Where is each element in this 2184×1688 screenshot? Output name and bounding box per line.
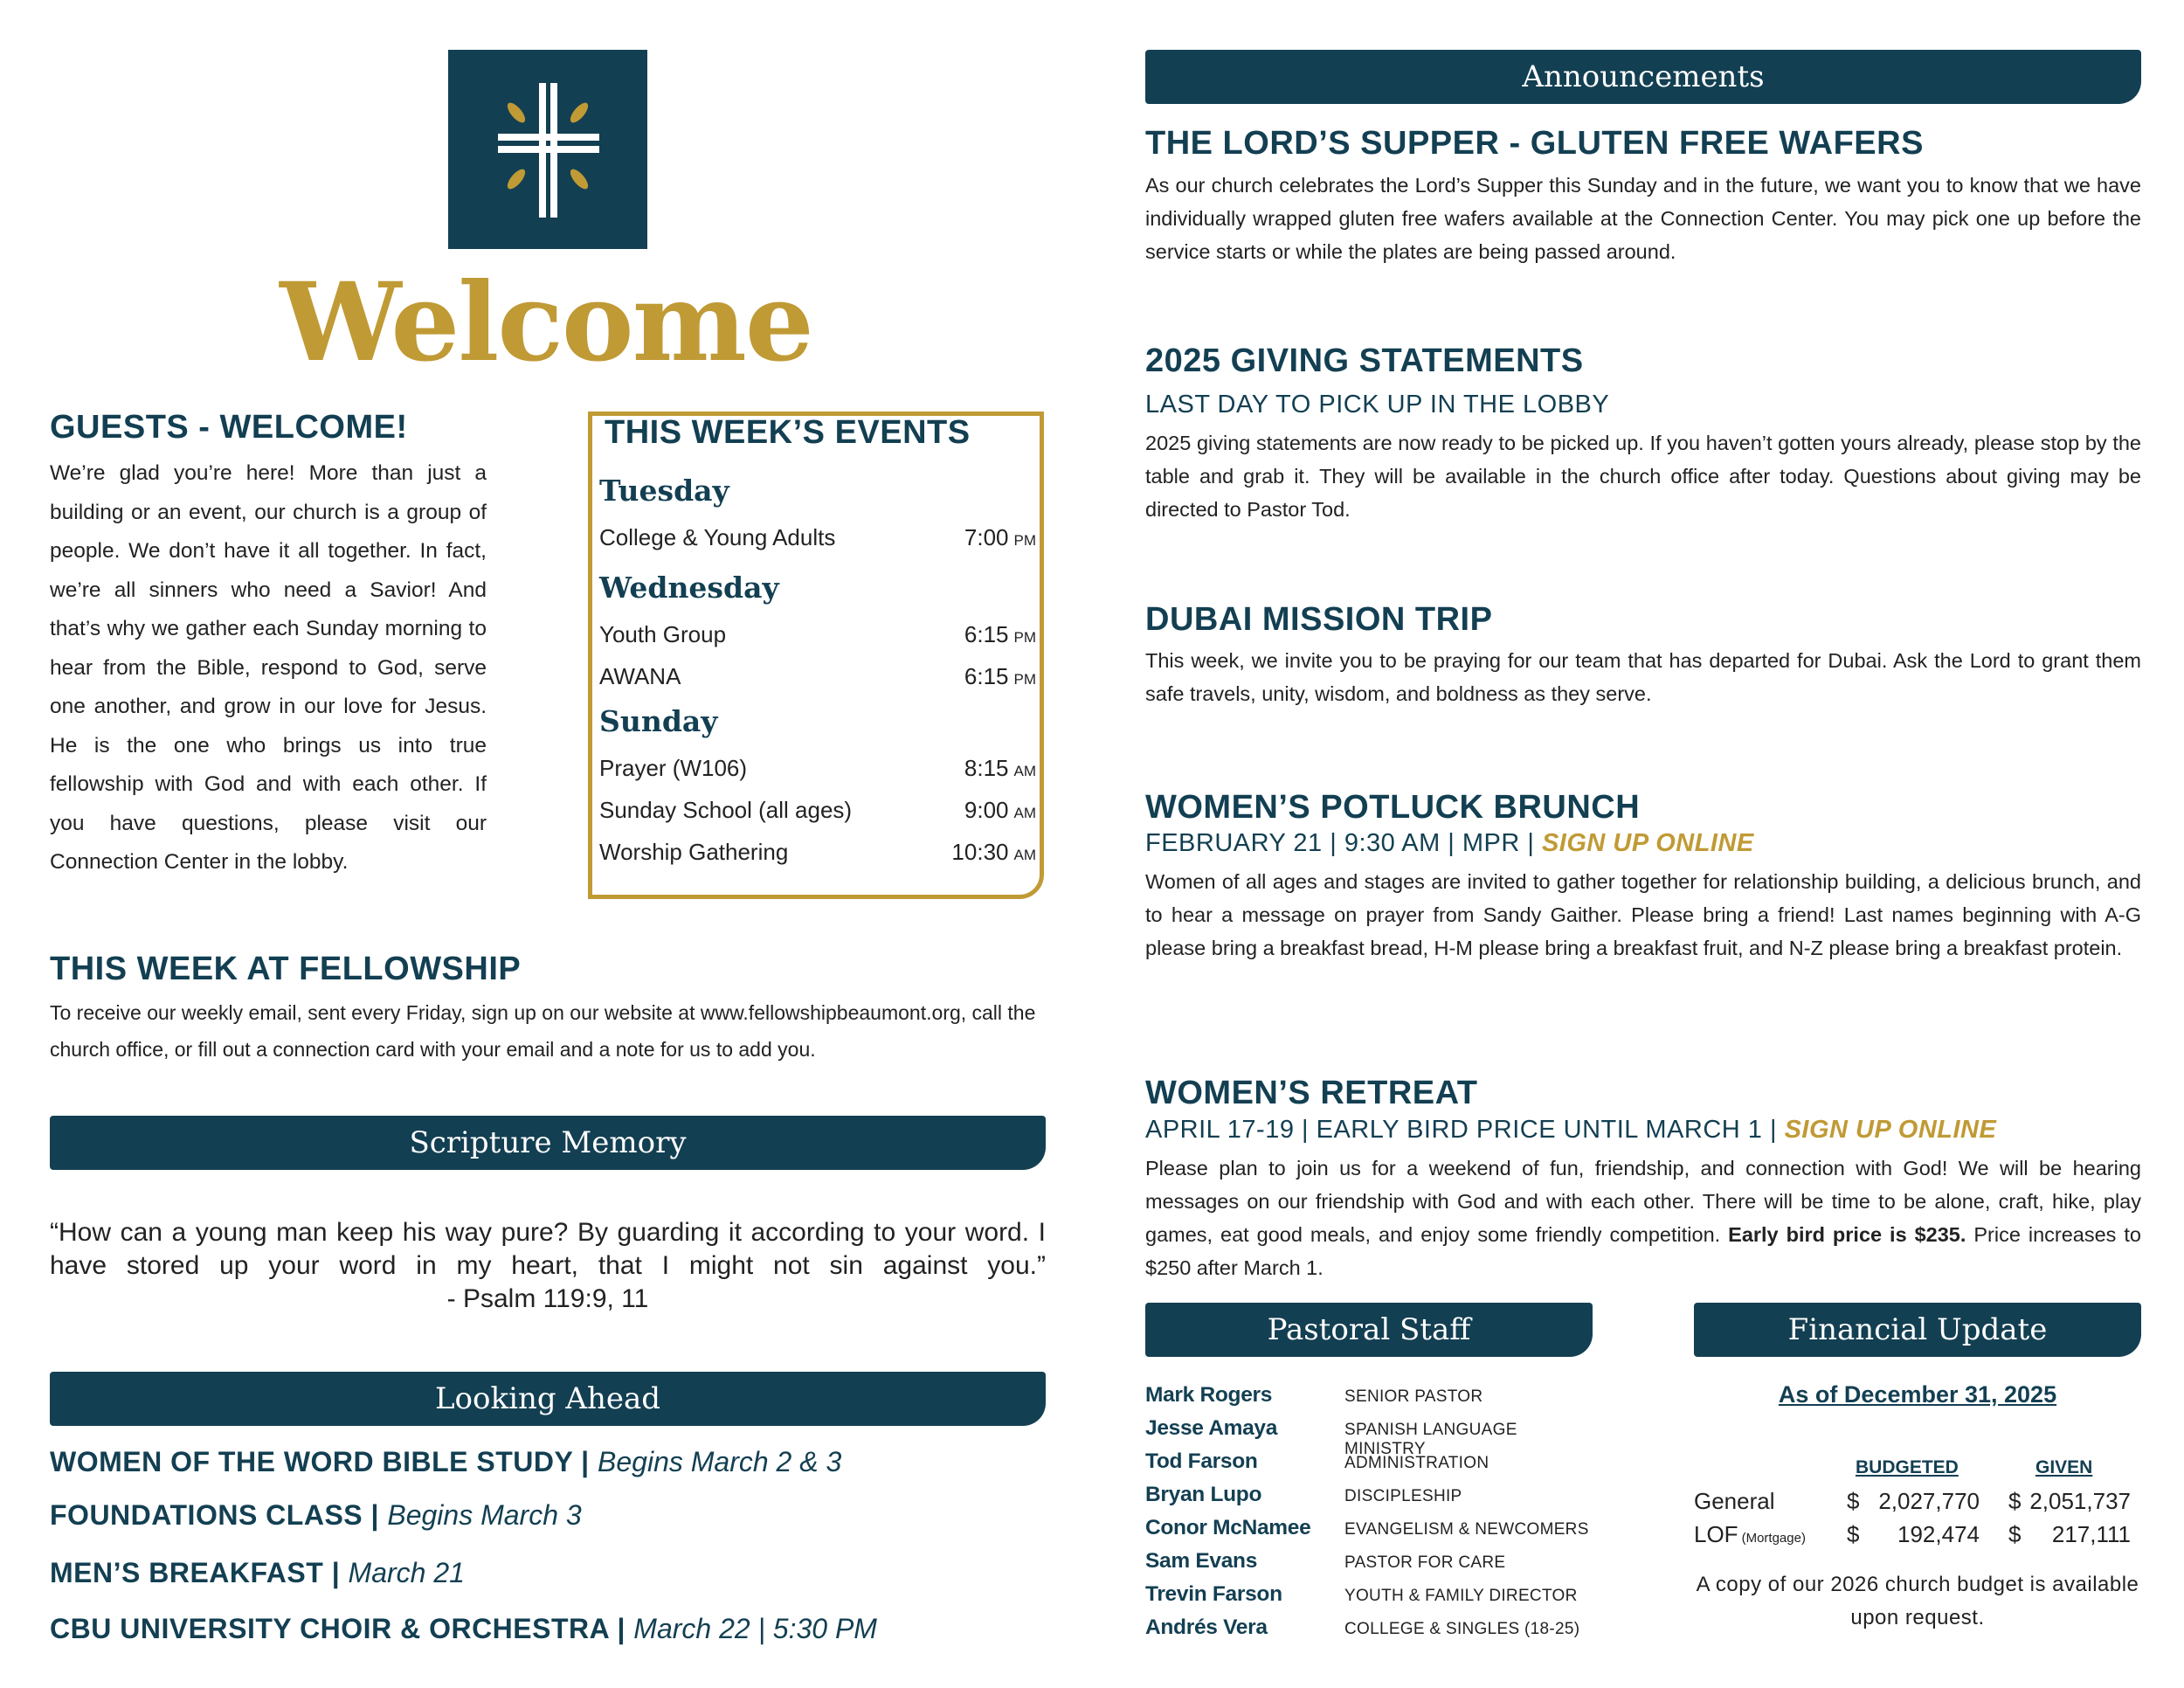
given-value: 217,111 — [2051, 1521, 2131, 1547]
event-ampm: PM — [1013, 629, 1036, 646]
given-column-header: GIVEN — [2035, 1457, 2093, 1477]
announcement-title: WOMEN’S POTLUCK BRUNCH — [1145, 789, 1641, 826]
event-ampm: AM — [1013, 763, 1036, 779]
event-day-wednesday: Wednesday — [599, 571, 779, 605]
staff-name: Sam Evans — [1145, 1549, 1258, 1573]
staff-name: Tod Farson — [1145, 1449, 1258, 1473]
sign-up-online-link[interactable]: SIGN UP ONLINE — [1784, 1116, 1997, 1144]
event-row — [599, 621, 1036, 648]
scripture-banner: Scripture Memory — [50, 1116, 1046, 1170]
staff-role: SENIOR PASTOR — [1344, 1387, 1483, 1406]
staff-row — [1145, 1549, 1600, 1582]
event-name: AWANA — [599, 663, 681, 689]
staff-name: Bryan Lupo — [1145, 1483, 1262, 1506]
event-ampm: PM — [1013, 532, 1036, 549]
staff-row — [1145, 1449, 1600, 1483]
staff-name: Conor McNamee — [1145, 1516, 1311, 1539]
staff-name: Mark Rogers — [1145, 1383, 1273, 1407]
announcement-body: As our church celebrates the Lord’s Supper this Sunday and in the future, we want you to know that we have individually wrapped gluten free wafers available at the Connection Center. You may pick one up before the service starts or while the plates are being passed around. — [1145, 174, 2141, 263]
staff-role: DISCIPLESHIP — [1344, 1487, 1462, 1505]
given-value: 2,051,737 — [2029, 1488, 2131, 1514]
looking-ahead-title: FOUNDATIONS CLASS — [50, 1499, 363, 1531]
staff-name: Jesse Amaya — [1145, 1416, 1278, 1440]
announcement-body-bold: Early bird price is $235. — [1728, 1223, 1966, 1246]
looking-ahead-banner: Looking Ahead — [50, 1372, 1046, 1426]
announcement-body-text: Price increases to $250 after March 1. — [1145, 1223, 2141, 1279]
announcement-title: WOMEN’S RETREAT — [1145, 1075, 1478, 1111]
looking-ahead-item — [50, 1613, 877, 1645]
financial-as-of: As of December 31, 2025 — [1778, 1381, 2057, 1408]
announcement-title: 2025 GIVING STATEMENTS — [1145, 342, 1584, 379]
staff-role: SPANISH LANGUAGE MINISTRY — [1344, 1421, 1517, 1458]
staff-role: EVANGELISM & NEWCOMERS — [1344, 1520, 1589, 1539]
announcement-body: 2025 giving statements are now ready to be picked up. If you haven’t gotten yours already, please stop by the table and grab it. They will be available in the church office after today. Questions about giving may be directed to Pastor Tod. — [1145, 432, 2141, 521]
financial-row — [1694, 1521, 2141, 1554]
event-name: Worship Gathering — [599, 839, 789, 865]
looking-ahead-detail: Begins March 2 & 3 — [598, 1446, 842, 1477]
announcement-title: THE LORD’S SUPPER - GLUTEN FREE WAFERS — [1145, 125, 1924, 162]
scripture-reference: - Psalm 119:9, 11 — [446, 1284, 649, 1313]
staff-name: Andrés Vera — [1145, 1615, 1268, 1639]
currency-symbol: $ — [1847, 1488, 1860, 1514]
event-ampm: PM — [1013, 671, 1036, 688]
financial-update-banner: Financial Update — [1694, 1303, 2141, 1357]
event-name: Prayer (W106) — [599, 755, 748, 781]
announcement-subtitle — [1145, 1116, 1996, 1145]
staff-row — [1145, 1383, 1600, 1416]
staff-row — [1145, 1582, 1600, 1615]
financial-note-text: A copy of our 2026 church budget is available upon request. — [1696, 1573, 2139, 1629]
event-day-tuesday: Tuesday — [599, 474, 729, 508]
announcement-subtitle-text: FEBRUARY 21 | 9:30 AM | MPR | — [1145, 829, 1542, 857]
looking-ahead-item — [50, 1446, 841, 1478]
event-row — [599, 797, 1036, 824]
guests-title: GUESTS - WELCOME! — [50, 409, 408, 446]
welcome-heading: Welcome — [280, 259, 812, 386]
announcement-body: This week, we invite you to be praying for our team that has departed for Dubai. Ask the Lord to grant them safe travels, unity, wisdom, and boldness as they serve. — [1145, 649, 2141, 705]
staff-row — [1145, 1615, 1600, 1649]
staff-row — [1145, 1416, 1600, 1458]
sign-up-online-link[interactable]: SIGN UP ONLINE — [1541, 829, 1754, 857]
staff-row — [1145, 1483, 1600, 1516]
looking-ahead-item — [50, 1557, 465, 1589]
financial-row — [1694, 1488, 2141, 1521]
looking-ahead-title: MEN’S BREAKFAST — [50, 1557, 324, 1588]
event-name: College & Young Adults — [599, 524, 836, 550]
looking-ahead-title: WOMEN OF THE WORD BIBLE STUDY — [50, 1446, 573, 1477]
currency-symbol: $ — [2008, 1488, 2022, 1514]
scripture-text: “How can a young man keep his way pure? By guarding it according to your word. I have stored up your word in my heart, that I might not sin against you.” — [50, 1218, 1046, 1280]
event-ampm: AM — [1013, 805, 1036, 821]
pastoral-staff-banner: Pastoral Staff — [1145, 1303, 1593, 1357]
events-title: THIS WEEK’S EVENTS — [605, 414, 971, 451]
event-time: 6:15 — [964, 663, 1009, 689]
looking-ahead-separator: | — [363, 1499, 388, 1531]
looking-ahead-separator: | — [609, 1613, 634, 1644]
event-name: Youth Group — [599, 621, 727, 647]
event-time: 10:30 — [951, 839, 1009, 865]
currency-symbol: $ — [2008, 1521, 2022, 1547]
announcement-subtitle-text: APRIL 17-19 | EARLY BIRD PRICE UNTIL MARCH 1 | — [1145, 1116, 1785, 1144]
announcement-title: DUBAI MISSION TRIP — [1145, 601, 1493, 638]
looking-ahead-detail: March 21 — [348, 1557, 465, 1588]
announcement-subtitle: LAST DAY TO PICK UP IN THE LOBBY — [1145, 391, 1610, 419]
event-time: 8:15 — [964, 755, 1009, 781]
announcement-body-text: Please plan to join us for a weekend of fun, friendship, and connection with God! We will be hearing messages on our friendship with God and with each other. There will be time to be alone, craft, hike, play games, eat good meals, and enjoy some friendly competition. — [1145, 1157, 2141, 1246]
budgeted-value: 2,027,770 — [1878, 1488, 1980, 1514]
looking-ahead-title: CBU UNIVERSITY CHOIR & ORCHESTRA — [50, 1613, 610, 1644]
staff-row — [1145, 1516, 1600, 1549]
currency-symbol: $ — [1847, 1521, 1860, 1547]
event-day-sunday: Sunday — [599, 704, 718, 738]
fellowship-title: THIS WEEK AT FELLOWSHIP — [50, 951, 522, 987]
church-logo — [448, 50, 647, 249]
announcement-body — [1145, 1152, 2141, 1284]
event-ampm: AM — [1013, 847, 1036, 863]
staff-role: PASTOR FOR CARE — [1344, 1553, 1506, 1572]
financial-note: (Mortgage) — [1741, 1531, 1806, 1546]
looking-ahead-separator: | — [323, 1557, 349, 1588]
cross-logo-icon — [448, 50, 647, 249]
guests-body: We’re glad you’re here! More than just a building or an event, our church is a group of people. We don’t have it all together. In fact, we’re all sinners who need a Savior! And that’s why we gather each Sunday morning to hear from the Bible, respond to God, serve one another, and grow in our love for Jesus. He is the one who brings us into true fellowship with God and with each other. If you have questions, please visit our Connection Center in the lobby. — [50, 461, 487, 874]
budgeted-column-header: BUDGETED — [1856, 1457, 1959, 1477]
staff-role: YOUTH & FAMILY DIRECTOR — [1344, 1587, 1578, 1605]
event-row — [599, 524, 1036, 551]
financial-label: LOF — [1694, 1521, 1738, 1547]
announcement-subtitle — [1145, 829, 1754, 858]
budgeted-value: 192,474 — [1897, 1521, 1980, 1547]
looking-ahead-detail: March 22 | 5:30 PM — [633, 1613, 877, 1644]
event-row — [599, 755, 1036, 782]
event-name: Sunday School (all ages) — [599, 797, 853, 823]
staff-role: COLLEGE & SINGLES (18-25) — [1344, 1620, 1580, 1638]
announcements-banner: Announcements — [1145, 50, 2141, 104]
announcement-body: Women of all ages and stages are invited to gather together for relationship building, a delicious brunch, and to hear a message on prayer from Sandy Gaither. Please bring a friend! Last names beginning with A-G please bring a breakfast bread, H-M please bring a breakfast fruit, and N-Z please bring a breakfast protein. — [1145, 870, 2141, 959]
event-row — [599, 663, 1036, 690]
event-time: 7:00 — [964, 524, 1009, 550]
staff-role: ADMINISTRATION — [1344, 1454, 1489, 1472]
looking-ahead-item — [50, 1499, 582, 1532]
fellowship-body: To receive our weekly email, sent every Friday, sign up on our website at www.fellowshipbeaumont.org, call the church office, or fill out a connection card with your email and a note for us to add you. — [50, 1001, 1036, 1061]
event-time: 9:00 — [964, 797, 1009, 823]
looking-ahead-detail: Begins March 3 — [387, 1499, 582, 1531]
financial-label: General — [1694, 1488, 1775, 1514]
event-time: 6:15 — [964, 621, 1009, 647]
looking-ahead-separator: | — [572, 1446, 598, 1477]
staff-name: Trevin Farson — [1145, 1582, 1282, 1606]
event-row — [599, 839, 1036, 866]
